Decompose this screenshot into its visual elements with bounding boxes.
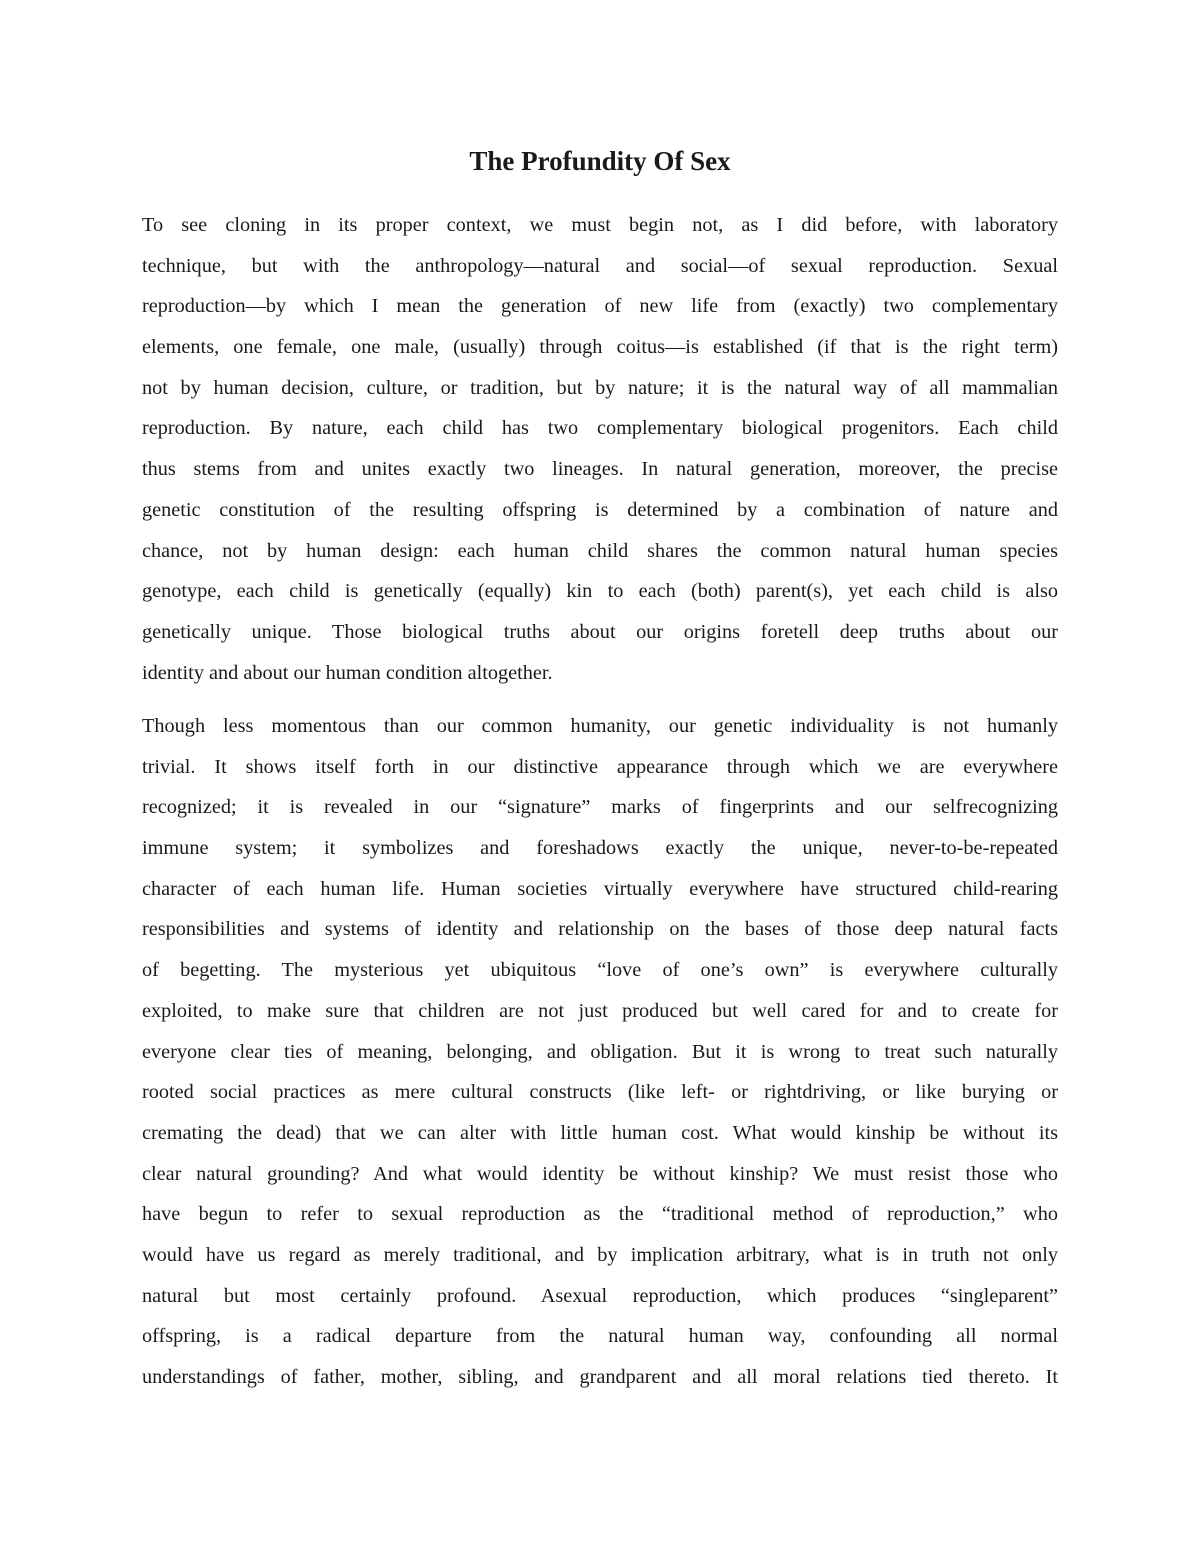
paragraph-line: understandings of father, mother, sibling, and grandparent and all moral relations tied thereto. It [142,1366,1058,1388]
paragraph-line: genetically unique. Those biological truths about our origins foretell deep truths about our [142,620,1058,643]
paragraph-line: responsibilities and systems of identity and relationship on the bases of those deep natural facts [142,918,1058,941]
paragraph-line: thus stems from and unites exactly two lineages. In natural generation, moreover, the precise [142,458,1058,481]
paragraph-line: chance, not by human design: each human child shares the common natural human species [142,539,1058,562]
paragraph-line: rooted social practices as mere cultural constructs (like left- or rightdriving, or like burying or [142,1081,1058,1104]
paragraph-line: To see cloning in its proper context, we must begin not, as I did before, with laboratory [142,214,1058,236]
paragraph-line: reproduction. By nature, each child has two complementary biological progenitors. Each child [142,417,1058,440]
paragraph-line: elements, one female, one male, (usually) through coitus—is established (if that is the right term) [142,336,1058,359]
paragraph-line: genetic constitution of the resulting offspring is determined by a combination of nature and [142,498,1058,521]
paragraph-line: natural but most certainly profound. Asexual reproduction, which produces “singleparent” [142,1284,1058,1307]
paragraph-line: cremating the dead) that we can alter with little human cost. What would kinship be without its [142,1121,1058,1144]
paragraph-line: everyone clear ties of meaning, belonging, and obligation. But it is wrong to treat such naturally [142,1040,1058,1063]
paragraph-line: identity and about our human condition altogether. [142,661,553,684]
paragraph-2 [142,706,1058,1398]
paragraph-line: trivial. It shows itself forth in our distinctive appearance through which we are everywhere [142,755,1058,778]
paragraph-line: exploited, to make sure that children are not just produced but well cared for and to create for [142,999,1058,1022]
paragraph-line: Though less momentous than our common humanity, our genetic individuality is not humanly [142,715,1058,737]
paragraph-line: offspring, is a radical departure from the natural human way, confounding all normal [142,1325,1058,1348]
paragraph-line: reproduction—by which I mean the generation of new life from (exactly) two complementary [142,295,1058,318]
paragraph-line: of begetting. The mysterious yet ubiquitous “love of one’s own” is everywhere culturally [142,959,1058,982]
paragraph-line: recognized; it is revealed in our “signature” marks of fingerprints and our selfrecognizing [142,796,1058,819]
paragraph-line: would have us regard as merely traditional, and by implication arbitrary, what is in truth not only [142,1243,1058,1266]
paragraph-1 [142,205,1058,693]
paragraph-line: have begun to refer to sexual reproduction as the “traditional method of reproduction,” who [142,1203,1058,1226]
paragraph-line: character of each human life. Human societies virtually everywhere have structured child-rearing [142,877,1058,900]
document-title: The Profundity Of Sex [469,146,731,176]
paragraph-line: genotype, each child is genetically (equally) kin to each (both) parent(s), yet each child is also [142,580,1058,603]
paragraph-line: not by human decision, culture, or tradition, but by nature; it is the natural way of all mammalian [142,376,1058,399]
paragraph-line: technique, but with the anthropology—natural and social—of sexual reproduction. Sexual [142,254,1058,277]
paragraph-line: immune system; it symbolizes and foreshadows exactly the unique, never-to-be-repeated [142,837,1058,860]
paragraph-line: clear natural grounding? And what would identity be without kinship? We must resist those who [142,1162,1058,1185]
